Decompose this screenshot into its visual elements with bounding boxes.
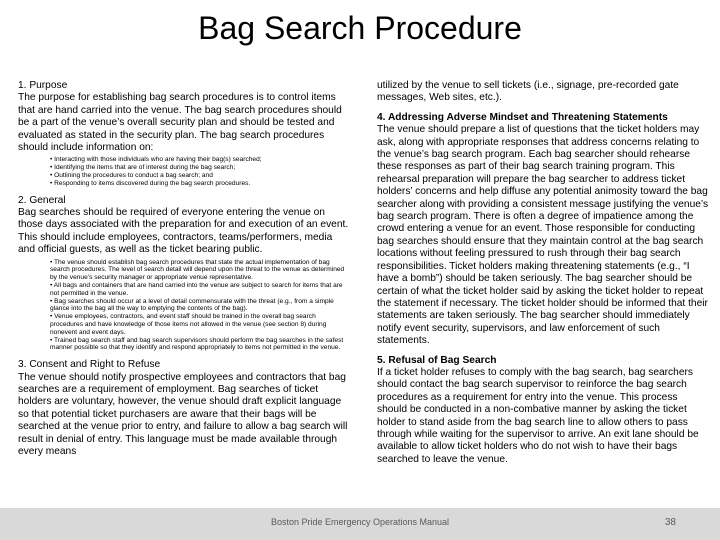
section-heading-refusal: 5. Refusal of Bag Search [377,354,497,366]
section-general [18,195,350,353]
footer-text: Boston Pride Emergency Operations Manual [270,517,450,527]
section-heading-general: 2. General [18,194,66,206]
page-title: Bag Search Procedure [198,10,522,46]
section-heading-consent: 3. Consent and Right to Refuse [18,359,161,371]
page-number: 38 [664,517,676,528]
section-heading-purpose: 1. Purpose [18,80,68,91]
section-heading-adverse-mindset: 4. Addressing Adverse Mindset and Threatening Statements [377,111,668,123]
section-consent [18,359,350,458]
right-column [377,80,709,473]
section-body-consent: The venue should notify prospective employees and contractors that bag searches are a requirement of employment. Bag searches of ticket holders are voluntary, however, the venue should draft explicit language so that potential ticket purchasers are aware that their bags will be searched at the venue prior to entry, and failure to allow a bag search will result in denial of entry. This language must be made available through every means [18,371,348,458]
footer-bar [0,508,720,540]
purpose-bullet-list [18,156,350,187]
general-bullet: • Bag searches should occur at a level of detail commensurate with the threat (e.g., from a simple glance into the bag all the way to emptying the contents of the bag). [50,297,334,313]
purpose-bullet: • Identifying the items that are of interest during the bag search; [50,164,236,172]
general-bullet: • The venue should establish bag search procedures that state the actual implementation of bag search procedures. The level of search detail will depend upon the threat to the venue as determined by the venue’s security manager or appropriate venue representative. [50,258,345,282]
general-bullet: • All bags and containers that are hand carried into the venue are subject to search for items that are not permitted in the venue. [50,282,343,297]
section-adverse-mindset [377,112,709,348]
purpose-bullet: • Responding to items discovered during the bag search procedures. [50,179,251,187]
section-body-consent-continued: utilized by the venue to sell tickets (i.e., signage, pre-recorded gate messages, Web sites, etc.). [377,80,679,104]
section-purpose [18,80,350,188]
purpose-bullet: • Outlining the procedures to conduct a bag search; and [50,172,213,180]
section-consent-continued [377,80,709,105]
left-column [18,80,350,465]
general-bullet: • Venue employees, contractors, and event staff should be trained in the overall bag search procedures and have knowledge of those items not allowed in the venue (see section 8) during nonevent and event days. [50,313,327,336]
section-body-adverse-mindset: The venue should prepare a list of questions that the ticket holders may ask, along with appropriate responses that address concerns relating to the venue’s bag search program. Each bag searcher should rehearse these responses as part of their bag search training program. This rehearsal preparation will prepare the bag searcher to address ticket holders’ concerns and help diffuse any potential animosity toward the bag searcher along with providing a consistent message justifying the venue’s bag search program. There is often a degree of impatience among the crowd entering a venue for an event. Those responsible for conducting bag searches should ensure that they maintain control at the bag search locations without feeling pressured to rush through their bag search responsibilities. Ticket holders making threatening statements (e.g., “I have a bomb”) should be taken seriously. The bag searcher should be certain of what the ticket holder said by asking the ticket holder to repeat the statement if necessary. The ticket holder should be informed that their statements are taken seriously. The bag searcher should immediately notify event security, supervisors, and law enforcement of such statements. [377,124,709,347]
purpose-bullet: • Interacting with those individuals who are having their bag(s) searched; [50,156,262,164]
general-bullet: • Trained bag search staff and bag search supervisors should perform the bag searches in the safest manner possible so that they identify and respond appropriately to items not permitted in the venue. [50,336,344,352]
section-body-general: Bag searches should be required of everyone entering the venue on those days associated with the preparation for and execution of an event. This should include employees, contractors, teams/performers, media and official guests, as well as the ticket bearing public. [18,207,349,256]
general-bullet-list [18,259,350,353]
section-body-purpose: The purpose for establishing bag search procedures is to control items that are hand carried into the venue. The bag search procedures should be a part of the venue’s overall security plan and should be tested and evaluated as stated in the security plan. The bag search procedures should include information on: [18,92,342,154]
section-refusal [377,355,709,467]
section-body-refusal: If a ticket holder refuses to comply with the bag search, bag searchers should contact the bag search supervisor to reinforce the bag search procedures as a requirement for entry into the venue. This process should be conducted in a non-combative manner by asking the ticket holder to stand aside from the bag search line to allow others to pass through while waiting for the supervisor to arrive. An exit lane should be available to allow ticket holders who do not wish to have their bags searched to leave the venue. [377,366,699,465]
